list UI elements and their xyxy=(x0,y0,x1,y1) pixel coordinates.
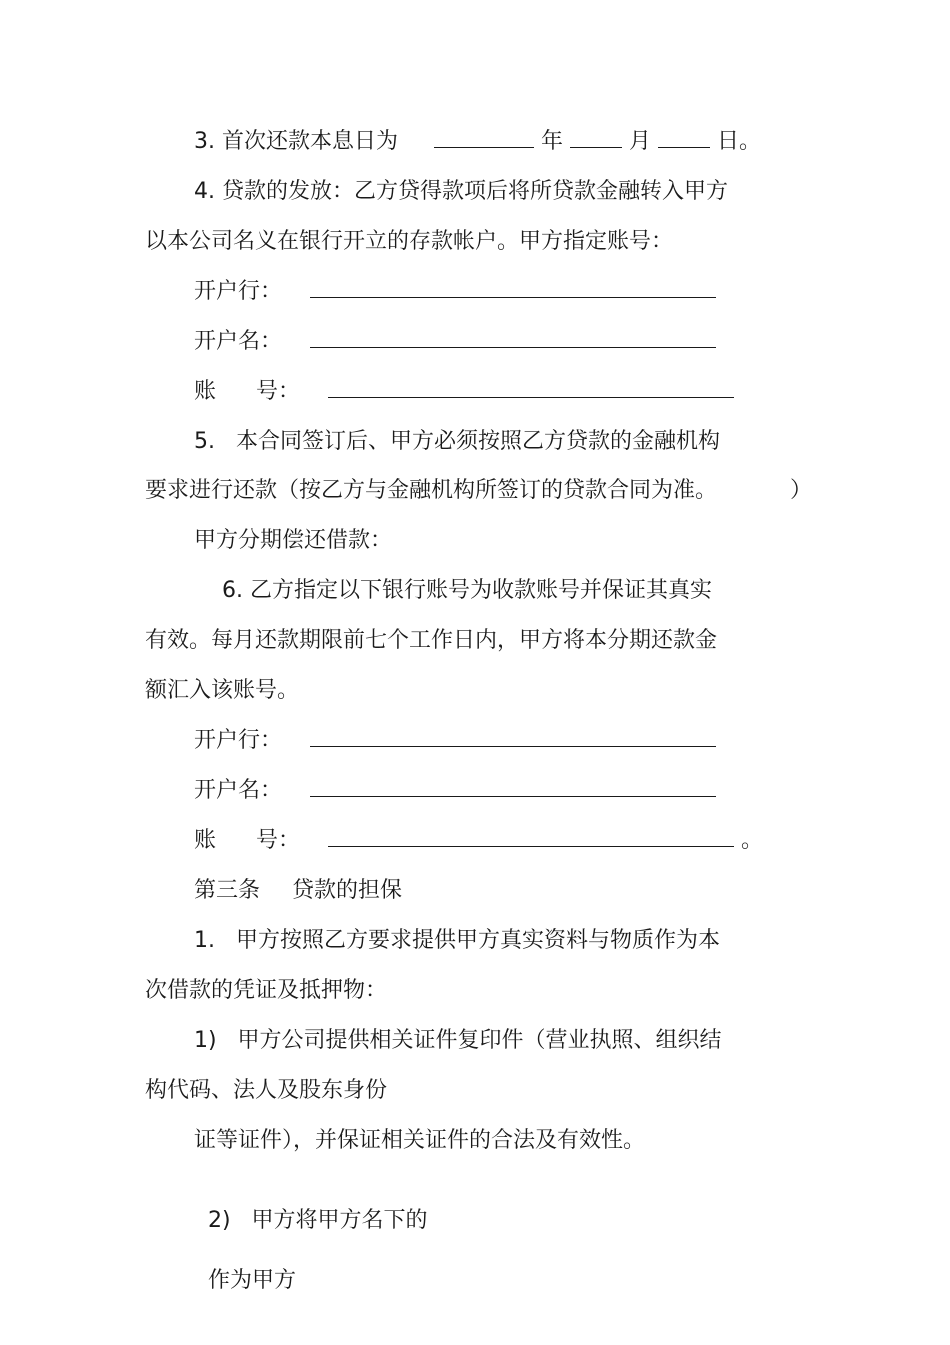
account-b-name-row xyxy=(194,776,716,806)
item-6-line-1: 6. 乙方指定以下银行账号为收款账号并保证其真实 xyxy=(222,578,712,603)
article-3-p2-line-3: 证等证件），并保证相关证件的合法及有效性。 xyxy=(194,1128,646,1153)
account-name-label: 开户名： xyxy=(194,329,283,354)
item-6-line-2: 有效。每月还款期限前七个工作日内，甲方将本分期还款金 xyxy=(145,628,718,653)
bank-label: 开户行： xyxy=(194,728,283,753)
account-name-blank[interactable] xyxy=(310,327,716,348)
article-3-heading xyxy=(194,876,402,906)
article-3-p1-line-1: 1. 甲方按照乙方要求提供甲方真实资料与物质作为本 xyxy=(194,928,720,953)
item-4-line-1: 4. 贷款的发放：乙方贷得款项后将所贷款金融转入甲方 xyxy=(194,179,728,204)
item-5-line-3: 甲方分期偿还借款： xyxy=(194,528,393,553)
year-label: 年 xyxy=(540,129,563,154)
item-4-line-2: 以本公司名义在银行开立的存款帐户。甲方指定账号： xyxy=(145,229,674,254)
account-number-label-2: 号： xyxy=(256,828,301,853)
account-number-blank[interactable] xyxy=(328,377,734,398)
item-5-line-2: 要求进行还款（按乙方与金融机构所签订的贷款合同为准。 xyxy=(145,478,718,503)
bank-blank[interactable] xyxy=(310,726,716,747)
account-b-bank-row xyxy=(194,726,716,756)
article-3-p2-line-1: 1) 甲方公司提供相关证件复印件（营业执照、组织结 xyxy=(194,1028,722,1053)
item-3-line xyxy=(194,127,761,157)
article-3-p1-line-2: 次借款的凭证及抵押物： xyxy=(145,978,388,1003)
article-3-p3-line-1 xyxy=(194,1176,428,1293)
account-number-end: 。 xyxy=(741,828,764,853)
account-number-label-1: 账 xyxy=(194,828,217,853)
account-b-number-row xyxy=(194,826,763,856)
month-blank[interactable] xyxy=(570,127,622,148)
account-a-number-row xyxy=(194,377,734,407)
article-3-p2-line-2: 构代码、法人及股东身份 xyxy=(145,1078,388,1103)
item-6-line-3: 额汇入该账号。 xyxy=(145,678,300,703)
account-a-bank-row xyxy=(194,277,716,307)
article-number: 第三条 xyxy=(194,878,261,903)
month-label: 月 xyxy=(629,129,652,154)
account-number-label-1: 账 xyxy=(194,379,217,404)
account-a-name-row xyxy=(194,327,716,357)
account-name-label: 开户名： xyxy=(194,778,283,803)
bank-blank[interactable] xyxy=(310,277,716,298)
article-title: 贷款的担保 xyxy=(292,878,403,903)
article-3-p3-text-b: 作为甲方 xyxy=(208,1268,297,1293)
item-5-line-1: 5. 本合同签订后、甲方必须按照乙方贷款的金融机构 xyxy=(194,429,720,454)
day-label: 日。 xyxy=(717,129,762,154)
bank-label: 开户行： xyxy=(194,279,283,304)
day-blank[interactable] xyxy=(658,127,710,148)
article-3-p3-text: 2) 甲方将甲方名下的 xyxy=(208,1208,428,1233)
item-3-text: 3. 首次还款本息日为 xyxy=(194,129,398,154)
account-name-blank[interactable] xyxy=(310,776,716,797)
item-5-line-2-close: ） xyxy=(790,478,813,503)
account-number-blank[interactable] xyxy=(328,826,734,847)
year-blank[interactable] xyxy=(434,127,534,148)
account-number-label-2: 号： xyxy=(256,379,301,404)
